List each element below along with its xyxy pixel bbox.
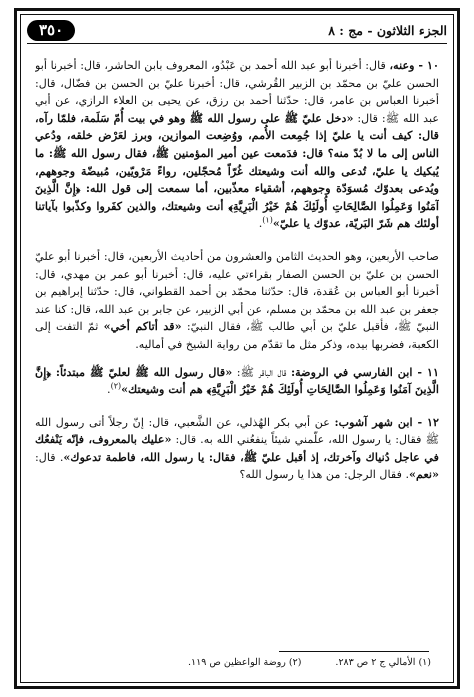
hadith-quote: «قال رسول الله ﷺ لعليّ ﷺ مبتدئاً: [50, 364, 233, 379]
hadith-quote: «نعم» [409, 467, 439, 482]
footnote-2: (٢) روضة الواعظين ص ١١٩. [188, 657, 302, 668]
quran-verse: ﴿إِنَّ الَّذِينَ آمَنُوا وَعَمِلُوا الصَّالِحَاتِ أُولَئِكَ هُمْ خَيْرُ الْبَرِيَّةِ﴾ [35, 181, 439, 213]
running-title: الجزء الثلاثون - مج : ٨ [328, 22, 447, 38]
narration-chain: صاحب الأربعين، وهو الحديث الثامن والعشرون من أحاديث الأربعين، قال: أخبرنا أبو عليّ الحسن بن عليّ بن الحسن الصفار بقراءتي عليه، قال: أخبرنا أبو عمر بن مهدي، قال: أخبرنا أبو العباس بن عُقدة، قال: حدّثنا محمّد بن أحمد القطواني، قال: حدّثنا إبراهيم بن جعفر بن عبد الله بن محمّد بن مسلم، عن أبي الزبير، عن جابر بن عبد الله، قال: كنا عند النبيّ ﷺ، فأقبل عليّ بن أبي طالب ﷺ، فقال النبيّ: [35, 249, 439, 334]
page-number: ٣٥٠ [27, 20, 75, 41]
page-header [27, 18, 447, 42]
footnote-divider [279, 651, 429, 652]
narration-chain: عن أبي بكر الهُذلي، عن الشَّعبي، قال: إنّ رجلاً أتى رسول الله ﷺ فقال: يا رسول الله، علّمني شيئاً ينفعُني الله به. قال: [35, 415, 439, 447]
hadith-quote: «دخل عليّ ﷺ على رسول الله ﷺ وهو في بيت أُمّ سَلَمة، فلمّا رآه، قال: كيف أنت يا عليّ إذا جُمِعت الأُمم، ووُضِعت الموازين، وبرز لعَرْض خلقه، ودُعي الناس إلى ما لا بُدّ منه؟ قال: فدَمعت عين أمير المؤمنين ﷺ، فقال رسول الله ﷺ: ما يُبكيك يا عليّ، تُدعى والله أنت وشيعتك غُرّاً مُحجّلين، رواءً مَرْويّين، مُبيضّة وجوههم، ويُدعى بعدوّك مُسوَدّة وجوههم، أشقياء معذّبين، أما سمعت إلى قول الله: [35, 110, 439, 196]
punctuation: . [107, 383, 111, 397]
hadith-number: ١٢ - ابن شهر آشوب: [334, 414, 439, 429]
arbain-paragraph [35, 248, 439, 354]
hadith-10 [35, 57, 439, 233]
hadith-quote: «قد أتاكم أخي» [103, 319, 182, 334]
narration-tail: ثمّ التفت إلى الكعبة، فضربها بيده، وذكر مثل ما تقدّم من رواية الشيخ في أماليه. [35, 320, 439, 351]
footnote-1: (١) الأمالي ج ٢ ص ٢٨٣. [335, 657, 431, 668]
narration-tail: . فقال الرجل: من هذا يا رسول الله؟ [239, 468, 410, 482]
punctuation: . [258, 217, 263, 231]
footnotes [35, 656, 431, 670]
narration-text: . قال: [35, 450, 64, 464]
hadith-number: ١١ - ابن الفارسي في الروضة: [290, 364, 439, 379]
header-divider [27, 43, 447, 44]
footnote-ref: (٢) [110, 381, 122, 391]
hadith-quote-end: هم أنت وشيعتك» [121, 382, 207, 397]
hadith-11 [35, 364, 439, 399]
hadith-quote: «عليك بالمعروف، فإنّه يَنْفعُك في عاجل دُنياك وآخرتك، إذ أقبل عليّ ﷺ، فقال: يا رسول الله، فاطمة تدعوك» [35, 432, 439, 464]
hadith-12 [35, 414, 439, 484]
footnote-ref: (١) [262, 215, 273, 225]
narration-chain: قال: أخبرنا أبو عبد الله أحمد بن عَبْدُو، المعروف بابن الحاشر، قال: أخبرنا أبو الحسن عليّ بن محمّد بن الزبير القُرشي، قال: أخبرنا عليّ بن الحسن بن فضّال، قال: أخبرنا العباس بن عامر، قال: حدّثنا أحمد بن رزق، عن يحيى بن العلاء الرازي، عن أبي عبد الله ﷺ: قال: [35, 59, 439, 125]
hadith-quote-end: أنت وشيعتك، والذين كفَروا وكذّبوا بآياتنا أولئك هم شَرّ البَريّة، عدوّك يا عليّ» [35, 198, 439, 231]
book-page [14, 8, 460, 689]
hadith-number: ١٠ - وعنه، [389, 58, 439, 72]
page-body [35, 57, 439, 642]
narration-chain: قال الباقر ﷺ: [232, 365, 291, 379]
quran-verse: ﴿إِنَّ الَّذِينَ آمَنُوا وَعَمِلُوا الصَّالِحَاتِ أُولَئِكَ هُمْ خَيْرُ الْبَرِيَّةِ﴾ [35, 364, 439, 397]
